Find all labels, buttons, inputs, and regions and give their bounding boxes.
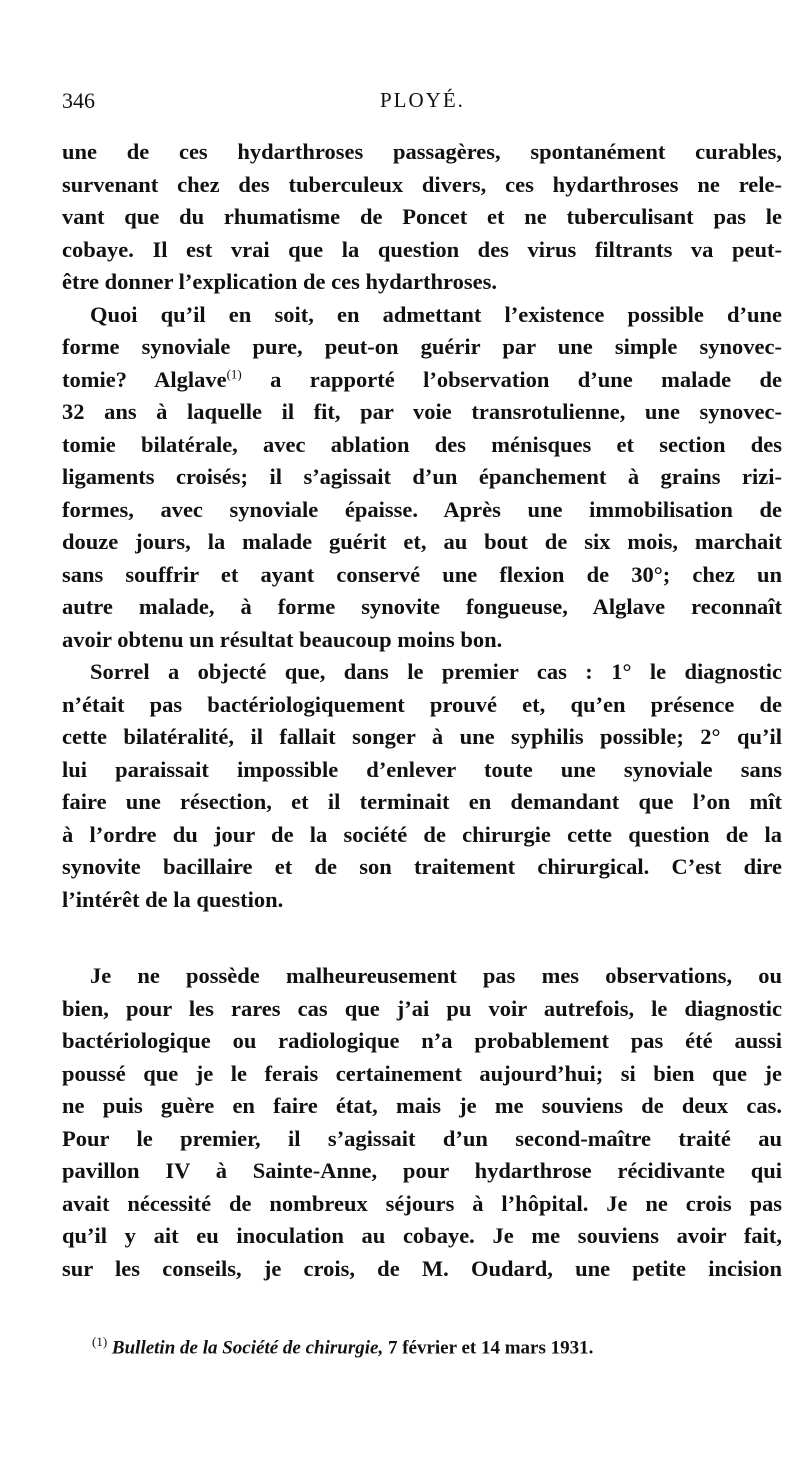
text-line: tomie bilatérale, avec ablation des ménisques et section des xyxy=(62,431,782,457)
text-line: Je ne possède malheureusement pas mes observations, ou xyxy=(90,963,782,988)
footnote-reference: (1) xyxy=(226,366,242,381)
text-line: cobaye. Il est vrai que la question des virus filtrants va peut- xyxy=(62,236,782,262)
text-line: poussé que je le ferais certainement aujourd’hui; si bien que je xyxy=(62,1060,782,1086)
text-line: 32 ans à laquelle il fit, par voie transrotulienne, une synovec- xyxy=(62,399,782,424)
text-fragment: tomie? Alglave xyxy=(62,366,227,392)
text-line-with-reference xyxy=(62,364,782,397)
text-line: ligaments croisés; il s’agissait d’un épanchement à grains rizi- xyxy=(62,464,782,489)
body-text xyxy=(62,136,782,1285)
text-line: avoir obtenu un résultat beaucoup moins bon. xyxy=(62,626,503,652)
text-line: formes, avec synoviale épaisse. Après une immobilisation de xyxy=(62,496,782,522)
footnote-marker: (1) xyxy=(92,1334,108,1349)
text-fragment: a rapporté l’observation d’une malade de xyxy=(241,366,782,392)
text-line: Sorrel a objecté que, dans le premier cas : 1° le diagnostic xyxy=(90,659,782,684)
text-line: à l’ordre du jour de la société de chirurgie cette question de la xyxy=(62,821,782,847)
text-line: qu’il y ait eu inoculation au cobaye. Je me souviens avoir fait, xyxy=(62,1223,782,1248)
footnote-source-dates: 7 février et 14 mars 1931. xyxy=(383,1337,594,1359)
text-line: Quoi qu’il en soit, en admettant l’existence possible d’une xyxy=(90,301,782,327)
text-line: une de ces hydarthroses passagères, spontanément curables, xyxy=(62,139,782,164)
footnote-source-title: Bulletin de la Société de chirurgie, xyxy=(111,1337,384,1359)
paragraph xyxy=(62,960,782,1285)
text-line: autre malade, à forme synovite fongueuse, Alglave reconnaît xyxy=(62,594,782,619)
text-line: lui paraissait impossible d’enlever toute une synoviale sans xyxy=(62,756,782,782)
text-line: ne puis guère en faire état, mais je me souviens de deux cas. xyxy=(62,1093,782,1118)
text-line: bactériologique ou radiologique n’a probablement pas été aussi xyxy=(62,1028,782,1053)
page-number: 346 xyxy=(62,88,95,113)
text-line: forme synoviale pure, peut-on guérir par une simple synovec- xyxy=(62,334,782,359)
paragraph xyxy=(62,299,782,657)
text-line: synovite bacillaire et de son traitement chirurgical. C’est dire xyxy=(62,854,782,879)
text-line: vant que du rhumatisme de Poncet et ne tuberculisant pas le xyxy=(62,204,782,229)
footnote xyxy=(92,1334,752,1359)
text-line: pavillon IV à Sainte-Anne, pour hydarthrose récidivante qui xyxy=(62,1158,782,1183)
page-header xyxy=(62,88,770,120)
text-line: survenant chez des tuberculeux divers, ces hydarthroses ne rele- xyxy=(62,171,782,197)
section-gap xyxy=(62,916,782,960)
text-line: n’était pas bactériologiquement prouvé et, qu’en présence de xyxy=(62,691,782,717)
text-line: Pour le premier, il s’agissait d’un second-maître traité au xyxy=(62,1125,782,1151)
text-line: sans souffrir et ayant conservé une flexion de 30°; chez un xyxy=(62,561,782,587)
running-head: PLOYÉ. xyxy=(380,88,465,112)
paragraph xyxy=(62,136,782,299)
text-line: être donner l’explication de ces hydarthroses. xyxy=(62,269,497,294)
text-line: faire une résection, et il terminait en demandant que l’on mît xyxy=(62,789,782,814)
text-line: cette bilatéralité, il fallait songer à une syphilis possible; 2° qu’il xyxy=(62,724,782,749)
text-line: l’intérêt de la question. xyxy=(62,886,284,912)
text-line: douze jours, la malade guérit et, au bout de six mois, marchait xyxy=(62,529,782,554)
text-line: sur les conseils, je crois, de M. Oudard, une petite incision xyxy=(62,1255,782,1281)
text-line: avait nécessité de nombreux séjours à l’hôpital. Je ne crois pas xyxy=(62,1190,782,1216)
paragraph xyxy=(62,656,782,916)
text-line: bien, pour les rares cas que j’ai pu voir autrefois, le diagnostic xyxy=(62,995,782,1021)
